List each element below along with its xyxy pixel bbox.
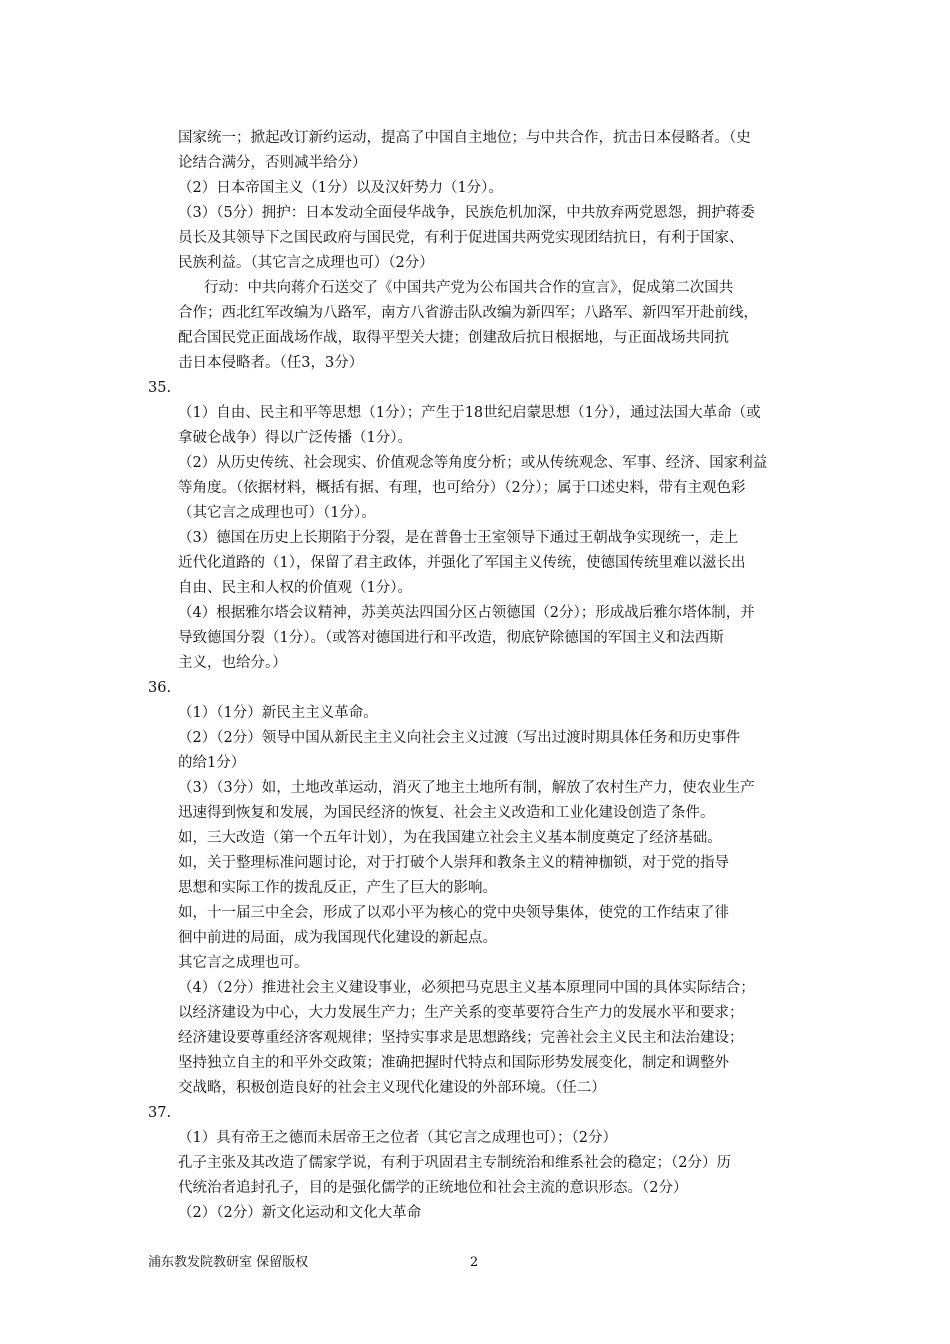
text-line: 击日本侵略者。（任3，3分） [178, 355, 364, 371]
text-line: 近代化道路的（1），保留了君主政体，并强化了军国主义传统，使德国传统里难以滋长出 [178, 555, 746, 571]
text-line: 思想和实际工作的拨乱反正，产生了巨大的影响。 [178, 880, 497, 896]
footer-copyright: 浦东教发院教研室 保留版权 [148, 1255, 309, 1270]
text-line: （2）（2分）领导中国从新民主主义向社会主义过渡（写出过渡时期具体任务和历史事件 [178, 730, 741, 746]
text-line: 配合国民党正面战场作战，取得平型关大捷；创建敌后抗日根据地，与正面战场共同抗 [178, 330, 729, 346]
text-line: 论结合满分，否则减半给分） [178, 155, 367, 171]
text-line: （1）自由、民主和平等思想（1分）；产生于18世纪启蒙思想（1分），通过法国大革命（或 [178, 405, 761, 421]
text-line: 孔子主张及其改造了儒家学说，有利于巩固君主专制统治和维系社会的稳定；（2分）历 [178, 1155, 731, 1171]
text-line: （3）德国在历史上长期陷于分裂，是在普鲁士王室领导下通过王朝战争实现统一，走上 [178, 530, 739, 546]
question-number: 35. [148, 380, 172, 396]
text-line: 如，三大改造（第一个五年计划），为在我国建立社会主义基本制度奠定了经济基础。 [178, 830, 722, 846]
text-line: （其它言之成理也可）（1分）。 [178, 505, 376, 521]
text-line: 导致德国分裂（1分）。（或答对德国进行和平改造，彻底铲除德国的军国主义和法西斯 [178, 630, 724, 646]
text-line: （1）（1分）新民主主义革命。 [178, 705, 378, 721]
text-line: （3）（3分）如，土地改革运动，消灭了地主土地所有制，解放了农村生产力，使农业生产 [178, 780, 755, 796]
text-line: （2）日本帝国主义（1分）以及汉奸势力（1分）。 [178, 180, 503, 196]
text-line: （4）（2分）推进社会主义建设事业，必须把马克思主义基本原理同中国的具体实际结合； [178, 980, 755, 996]
answer-text-block [0, 126, 950, 1226]
text-line: 自由、民主和人权的价值观（1分）。 [178, 580, 412, 596]
text-line: 员长及其领导下之国民政府与国民党，有利于促进国共两党实现团结抗日，有利于国家、 [178, 230, 744, 246]
text-line: （1）具有帝王之德而未居帝王之位者（其它言之成理也可）；（2分） [178, 1130, 617, 1146]
text-line: （3）（5分）拥护：日本发动全面侵华战争，民族危机加深，中共放弃两党恩怨，拥护蒋委 [178, 205, 755, 221]
text-line: 主义，也给分。） [178, 655, 287, 671]
text-line: 徊中前进的局面，成为我国现代化建设的新起点。 [178, 930, 497, 946]
question-number: 36. [148, 680, 172, 696]
text-line: 代统治者追封孔子，目的是强化儒学的正统地位和社会主流的意识形态。（2分） [178, 1180, 688, 1196]
text-line: 合作；西北红军改编为八路军，南方八省游击队改编为新四军；八路军、新四军开赴前线， [178, 305, 758, 321]
text-line: 其它言之成理也可。 [178, 955, 309, 971]
text-line: 坚持独立自主的和平外交政策；准确把握时代特点和国际形势发展变化，制定和调整外 [178, 1055, 729, 1071]
text-line: 的给1分） [178, 755, 246, 771]
text-line: 拿破仑战争）得以广泛传播（1分）。 [178, 430, 412, 446]
text-line: 交战略，积极创造良好的社会主义现代化建设的外部环境。（任二） [178, 1080, 606, 1096]
text-line: 如，关于整理标准问题讨论，对于打破个人崇拜和教条主义的精神枷锁，对于党的指导 [178, 855, 729, 871]
text-line: （2）从历史传统、社会现实、价值观念等角度分析；或从传统观念、军事、经济、国家利益 [178, 455, 768, 471]
page-number: 2 [470, 1255, 479, 1270]
text-line: 行动：中共向蒋介石送交了《中国共产党为公布国共合作的宣言》，促成第二次国共 [204, 280, 734, 296]
text-line: （2）（2分）新文化运动和文化大革命 [178, 1205, 422, 1221]
text-line: 国家统一；掀起改订新约运动，提高了中国自主地位；与中共合作，抗击日本侵略者。（史 [178, 130, 751, 146]
text-line: 民族利益。（其它言之成理也可）（2分） [178, 255, 434, 271]
question-number: 37. [148, 1105, 172, 1121]
text-line: （4）根据雅尔塔会议精神，苏美英法四国分区占领德国（2分）；形成战后雅尔塔体制，并 [178, 605, 755, 621]
text-line: 如，十一届三中全会，形成了以邓小平为核心的党中央领导集体，使党的工作结束了徘 [178, 905, 729, 921]
text-line: 经济建设要尊重经济客观规律；坚持实事求是思想路线；完善社会主义民主和法治建设； [178, 1030, 744, 1046]
text-line: 等角度。（依据材料，概括有据、有理，也可给分）（2分）；属于口述史料，带有主观色彩 [178, 480, 746, 496]
text-line: 以经济建设为中心，大力发展生产力；生产关系的变革要符合生产力的发展水平和要求； [178, 1005, 744, 1021]
text-line: 迅速得到恢复和发展，为国民经济的恢复、社会主义改造和工业化建设创造了条件。 [178, 805, 715, 821]
